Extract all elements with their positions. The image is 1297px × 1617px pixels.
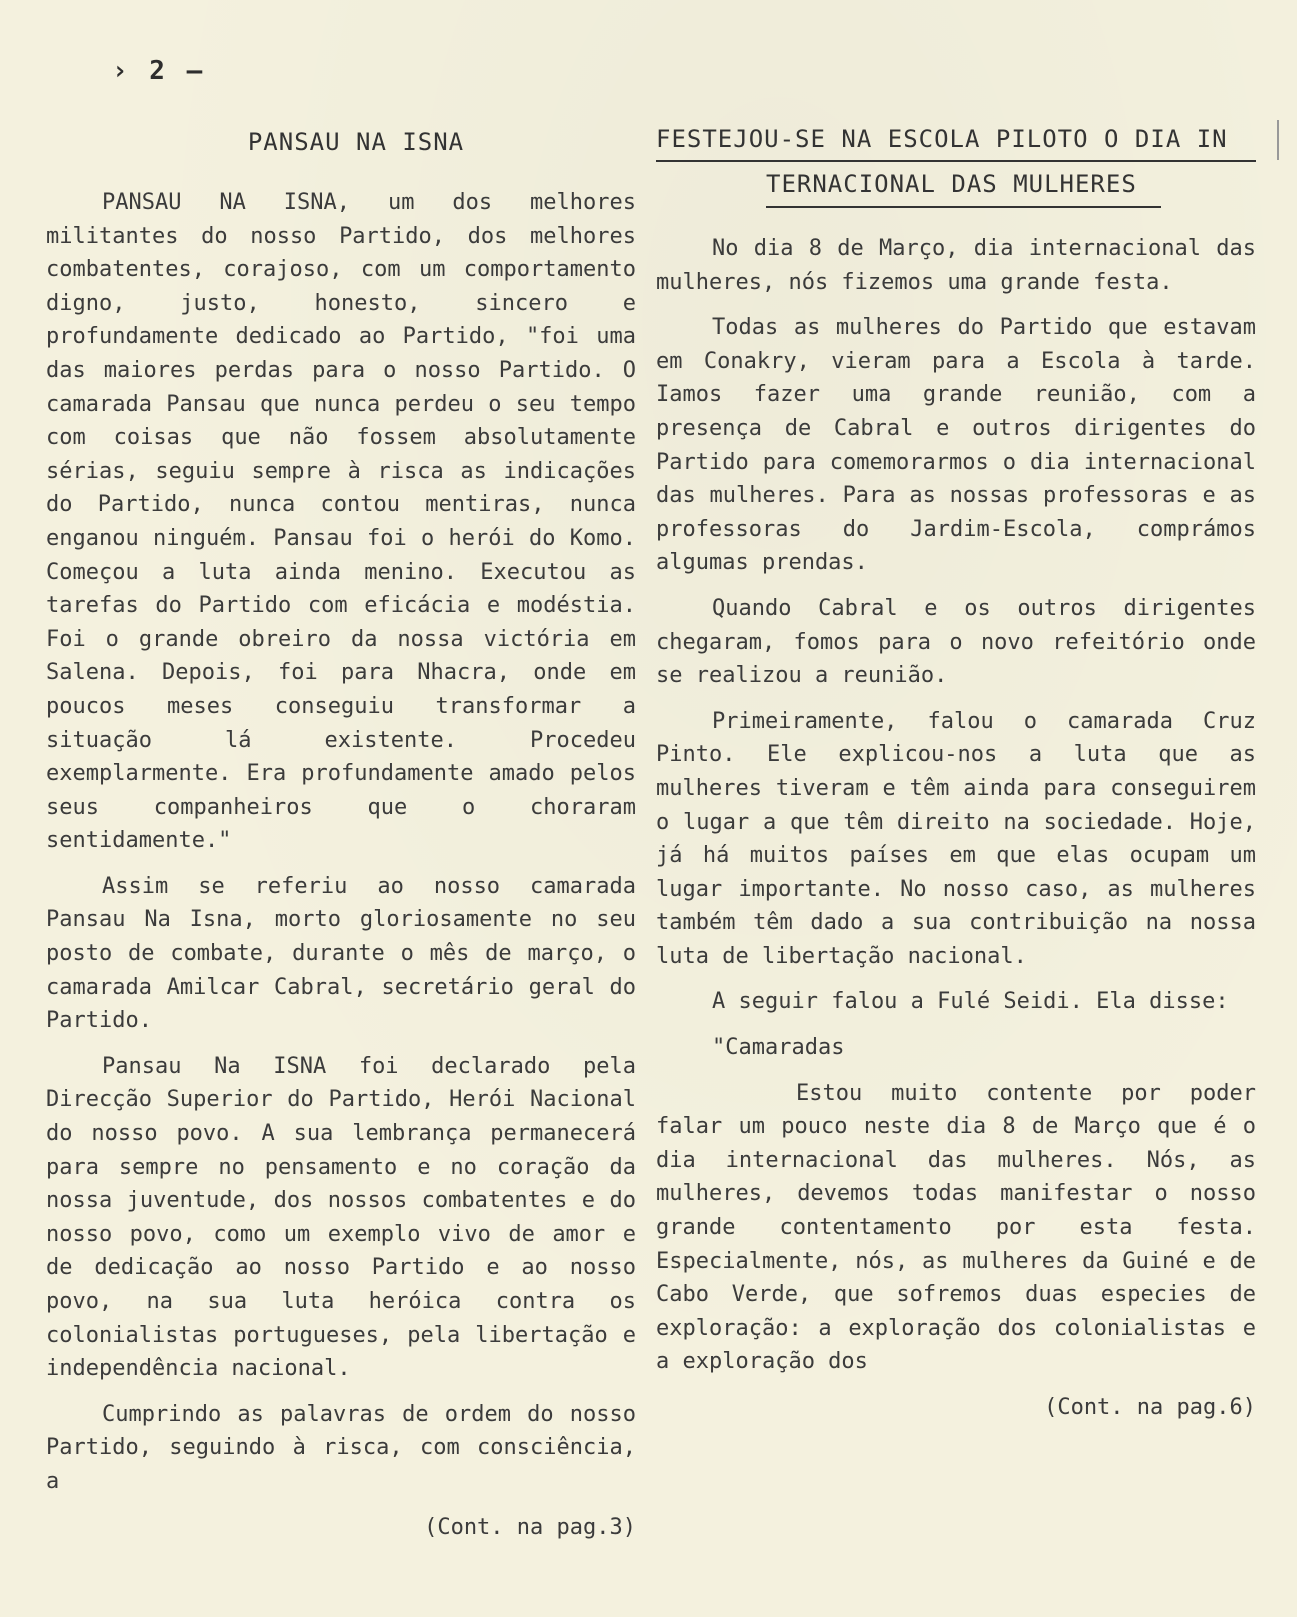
left-paragraph: Cumprindo as palavras de ordem do nosso Partido, seguindo à risca, com consciência, a: [46, 1401, 636, 1494]
faint-handwriting-watermark: ​: [318, 40, 342, 261]
margin-mark: [1277, 120, 1279, 160]
right-article-title-line1: FESTEJOU-SE NA ESCOLA PILOTO O DIA IN: [656, 122, 1256, 162]
left-paragraph: Pansau Na ISNA foi declarado pela Direcção Superior do Partido, Herói Nacional do nosso povo. A sua lembrança permanecerá para sempre no pensamento e no coração da nossa juventude, dos nossos combatentes e do nosso povo, como um exemplo vivo de amor e de dedicação ao nosso Partido e ao nosso povo, na sua luta heróica contra os colonialistas portugueses, pela libertação e independência nacional.: [46, 1053, 636, 1382]
right-paragraph: No dia 8 de Março, dia internacional das mulheres, nós fizemos uma grande festa.: [656, 236, 1256, 295]
left-article-title: PANSAU NA ISNA: [247, 128, 465, 156]
left-continuation-note: (Cont. na pag.3): [424, 1514, 636, 1540]
left-paragraph: PANSAU NA ISNA, um dos melhores militantes do nosso Partido, dos melhores combatentes, corajoso, com um comportamento digno, justo, honesto, sincero e profundamente dedicado ao Partido, "foi uma das maiores perdas para o nosso Partido. O camarada Pansau que nunca perdeu o seu tempo com coisas que não fossem absolutamente sérias, seguiu sempre à risca as indicações do Partido, nunca contou mentiras, nunca enganou ninguém. Pansau foi o herói do Komo. Começou a luta ainda menino. Executou as tarefas do Partido com eficácia e modéstia. Foi o grande obreiro da nossa victória em Salena. Depois, foi para Nhacra, onde em poucos meses conseguiu transformar a situação lá existente. Procedeu exemplarmente. Era profundamente amado pelos seus companheiros que o choraram sentidamente.": [46, 190, 636, 854]
left-column-article: [46, 122, 636, 1544]
speech-paragraph: Estou muito contente por poder falar um pouco neste dia 8 de Março que é o dia internacional das mulheres. Nós, as mulheres, devemos todas manifestar o nosso grande contentamento por esta festa. Especialmente, nós, as mulheres da Guiné e de Cabo Verde, que sofremos duas especies de exploração: a exploração dos colonialistas e a exploração dos: [656, 1080, 1256, 1375]
right-paragraph: A seguir falou a Fulé Seidi. Ela disse:: [712, 989, 1229, 1015]
right-column-article: [656, 122, 1256, 1425]
right-paragraph: Primeiramente, falou o camarada Cruz Pinto. Ele explicou-nos a luta que as mulheres tiveram e têm ainda para conseguirem o lugar a que têm direito na sociedade. Hoje, já há muitos países em que elas ocupam um lugar importante. No nosso caso, as mulheres também têm dado a sua contribuição na nossa luta de libertação nacional.: [656, 708, 1256, 969]
right-paragraph: Quando Cabral e os outros dirigentes chegaram, fomos para o novo refeitório onde se realizou a reunião.: [656, 595, 1256, 689]
right-paragraph: Todas as mulheres do Partido que estavam em Conakry, vieram para a Escola à tarde. Iamos fazer uma grande reunião, com a presença de Cabral e outros dirigentes do Partido para comemorarmos o dia internacional das mulheres. Para as nossas professoras e as professoras do Jardim-Escola, comprámos algumas prendas.: [656, 315, 1256, 576]
speech-salutation: "Camaradas: [712, 1035, 845, 1061]
right-article-title-line2: TERNACIONAL DAS MULHERES: [766, 162, 1161, 208]
page-number: › 2 –: [112, 56, 206, 86]
left-paragraph: Assim se referiu ao nosso camarada Pansau Na Isna, morto gloriosamente no seu posto de combate, durante o mês de março, o camarada Amilcar Cabral, secretário geral do Partido.: [46, 873, 636, 1034]
right-continuation-note: (Cont. na pag.6): [1044, 1395, 1256, 1420]
